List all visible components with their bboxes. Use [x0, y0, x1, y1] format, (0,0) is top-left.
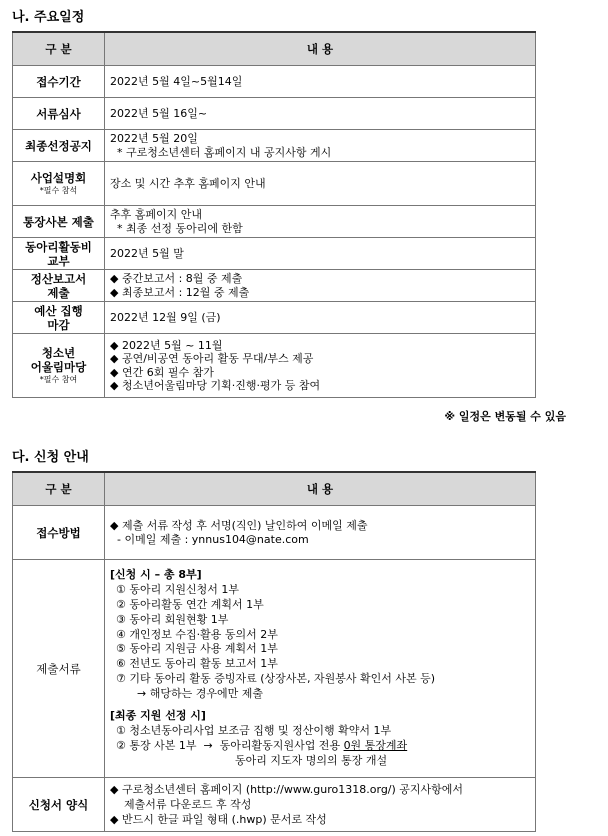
row-content: ◆ 2022년 5월 ~ 11월 [110, 338, 223, 352]
row-label-line2: 교부 [47, 253, 70, 268]
docs-group1-title: [신청 시 – 총 8부] [110, 568, 202, 582]
table-row [13, 334, 536, 398]
col-header-category: 구 분 [13, 472, 105, 506]
list-item: 동아리 지도자 명의의 통장 개설 [235, 753, 388, 767]
list-item-text: ② 통장 사본 1부 → 동아리활동지원사업 전용 [116, 739, 344, 753]
row-content: 2022년 12월 9일 (금) [110, 310, 221, 324]
row-content: * 최종 선정 동아리에 한함 [110, 221, 243, 235]
row-content: 2022년 5월 4일~5월14일 [110, 74, 243, 88]
application-table [12, 471, 536, 832]
list-item: ② 동아리활동 연간 계획서 1부 [116, 597, 264, 611]
row-content: 2022년 5월 16일~ [110, 106, 208, 120]
table-row [13, 98, 536, 130]
row-label [13, 162, 105, 206]
row-content: 추후 홈페이지 안내 [110, 208, 203, 221]
row-label [13, 270, 105, 302]
row-label [13, 238, 105, 270]
table-row [13, 162, 536, 206]
row-label-text: 사업설명회 [30, 170, 87, 185]
list-item: ③ 동아리 회원현황 1부 [116, 612, 229, 626]
row-content: 제출서류 다운로드 후 작성 [110, 798, 252, 811]
list-item: ⑥ 전년도 동아리 활동 보고서 1부 [116, 657, 278, 671]
table-row [13, 560, 536, 778]
row-label [13, 302, 105, 334]
row-content: ◆ 중간보고서 : 8월 중 제출 [110, 272, 243, 285]
account-emphasis: 0원 통장계좌 [343, 739, 408, 753]
row-label-line2: 어울림마당 [30, 359, 87, 374]
row-content: ◆ 청소년어울림마당 기획·진행·평가 등 참여 [110, 379, 321, 392]
table-row [13, 270, 536, 302]
row-label-line1: 예산 집행 [34, 303, 83, 318]
row-sublabel: *필수 참석 [39, 185, 78, 195]
list-item: ⑦ 기타 동아리 활동 증빙자료 (상장사본, 자원봉사 확인서 사본 등) [116, 671, 436, 685]
row-content: ◆ 제출 서류 작성 후 서명(직인) 날인하여 이메일 제출 [110, 519, 368, 532]
row-content: ◆ 공연/비공연 동아리 활동 무대/부스 제공 [110, 352, 314, 365]
row-content: ◆ 구로청소년센터 홈페이지 (http://www.guro1318.org/) 공지사항에서 [110, 783, 464, 796]
row-label-line1: 정산보고서 [30, 271, 87, 286]
row-content: ◆ 반드시 한글 파일 형태 (.hwp) 문서로 작성 [110, 813, 327, 826]
row-sublabel: *필수 참여 [39, 374, 78, 384]
row-content: 2022년 5월 말 [110, 246, 184, 260]
table-row [13, 506, 536, 560]
section2-title: 다. 신청 안내 [12, 450, 89, 465]
row-content: * 구로청소년센터 홈페이지 내 공지사항 게시 [110, 145, 332, 159]
row-label: 접수기간 [13, 66, 105, 98]
row-label: 최종선정공지 [13, 130, 105, 162]
list-item: ⑤ 동아리 지원금 사용 계획서 1부 [116, 642, 278, 656]
section1-title: 나. 주요일정 [12, 10, 85, 25]
col-header-content: 내 용 [105, 472, 536, 506]
table-row [13, 238, 536, 270]
docs-group2-title: [최종 지원 선정 시] [110, 709, 206, 723]
row-label: 제출서류 [13, 560, 105, 778]
schedule-note: ※ 일정은 변동될 수 있음 [444, 410, 566, 423]
schedule-table [12, 31, 536, 398]
row-label-line2: 제출 [47, 285, 70, 300]
row-label: 통장사본 제출 [13, 206, 105, 238]
row-label: 접수방법 [13, 506, 105, 560]
row-content: ◆ 최종보고서 : 12월 중 제출 [110, 285, 250, 299]
row-label-line2: 마감 [47, 317, 70, 332]
table-row [13, 130, 536, 162]
row-label: 서류심사 [13, 98, 105, 130]
row-label [13, 334, 105, 398]
col-header-content: 내 용 [105, 32, 536, 66]
row-label: 신청서 양식 [13, 778, 105, 832]
row-label-line1: 동아리활동비 [25, 239, 92, 254]
list-item: ① 청소년동아리사업 보조금 집행 및 정산이행 확약서 1부 [116, 724, 392, 738]
table-row [13, 66, 536, 98]
table-row [13, 302, 536, 334]
list-item [110, 739, 530, 754]
table-row [13, 778, 536, 832]
row-content: 2022년 5월 20일 [110, 132, 198, 145]
list-item: ① 동아리 지원신청서 1부 [116, 583, 239, 597]
list-item: ④ 개인정보 수집·활용 동의서 2부 [116, 627, 278, 641]
row-content: 장소 및 시간 추후 홈페이지 안내 [110, 176, 266, 190]
table-row [13, 206, 536, 238]
row-content: - 이메일 제출 : ynnus104@nate.com [110, 532, 309, 546]
row-label-line1: 청소년 [41, 345, 76, 360]
row-content: ◆ 연간 6회 필수 참가 [110, 365, 214, 379]
col-header-category: 구 분 [13, 32, 105, 66]
list-item: → 해당하는 경우에만 제출 [116, 686, 263, 700]
